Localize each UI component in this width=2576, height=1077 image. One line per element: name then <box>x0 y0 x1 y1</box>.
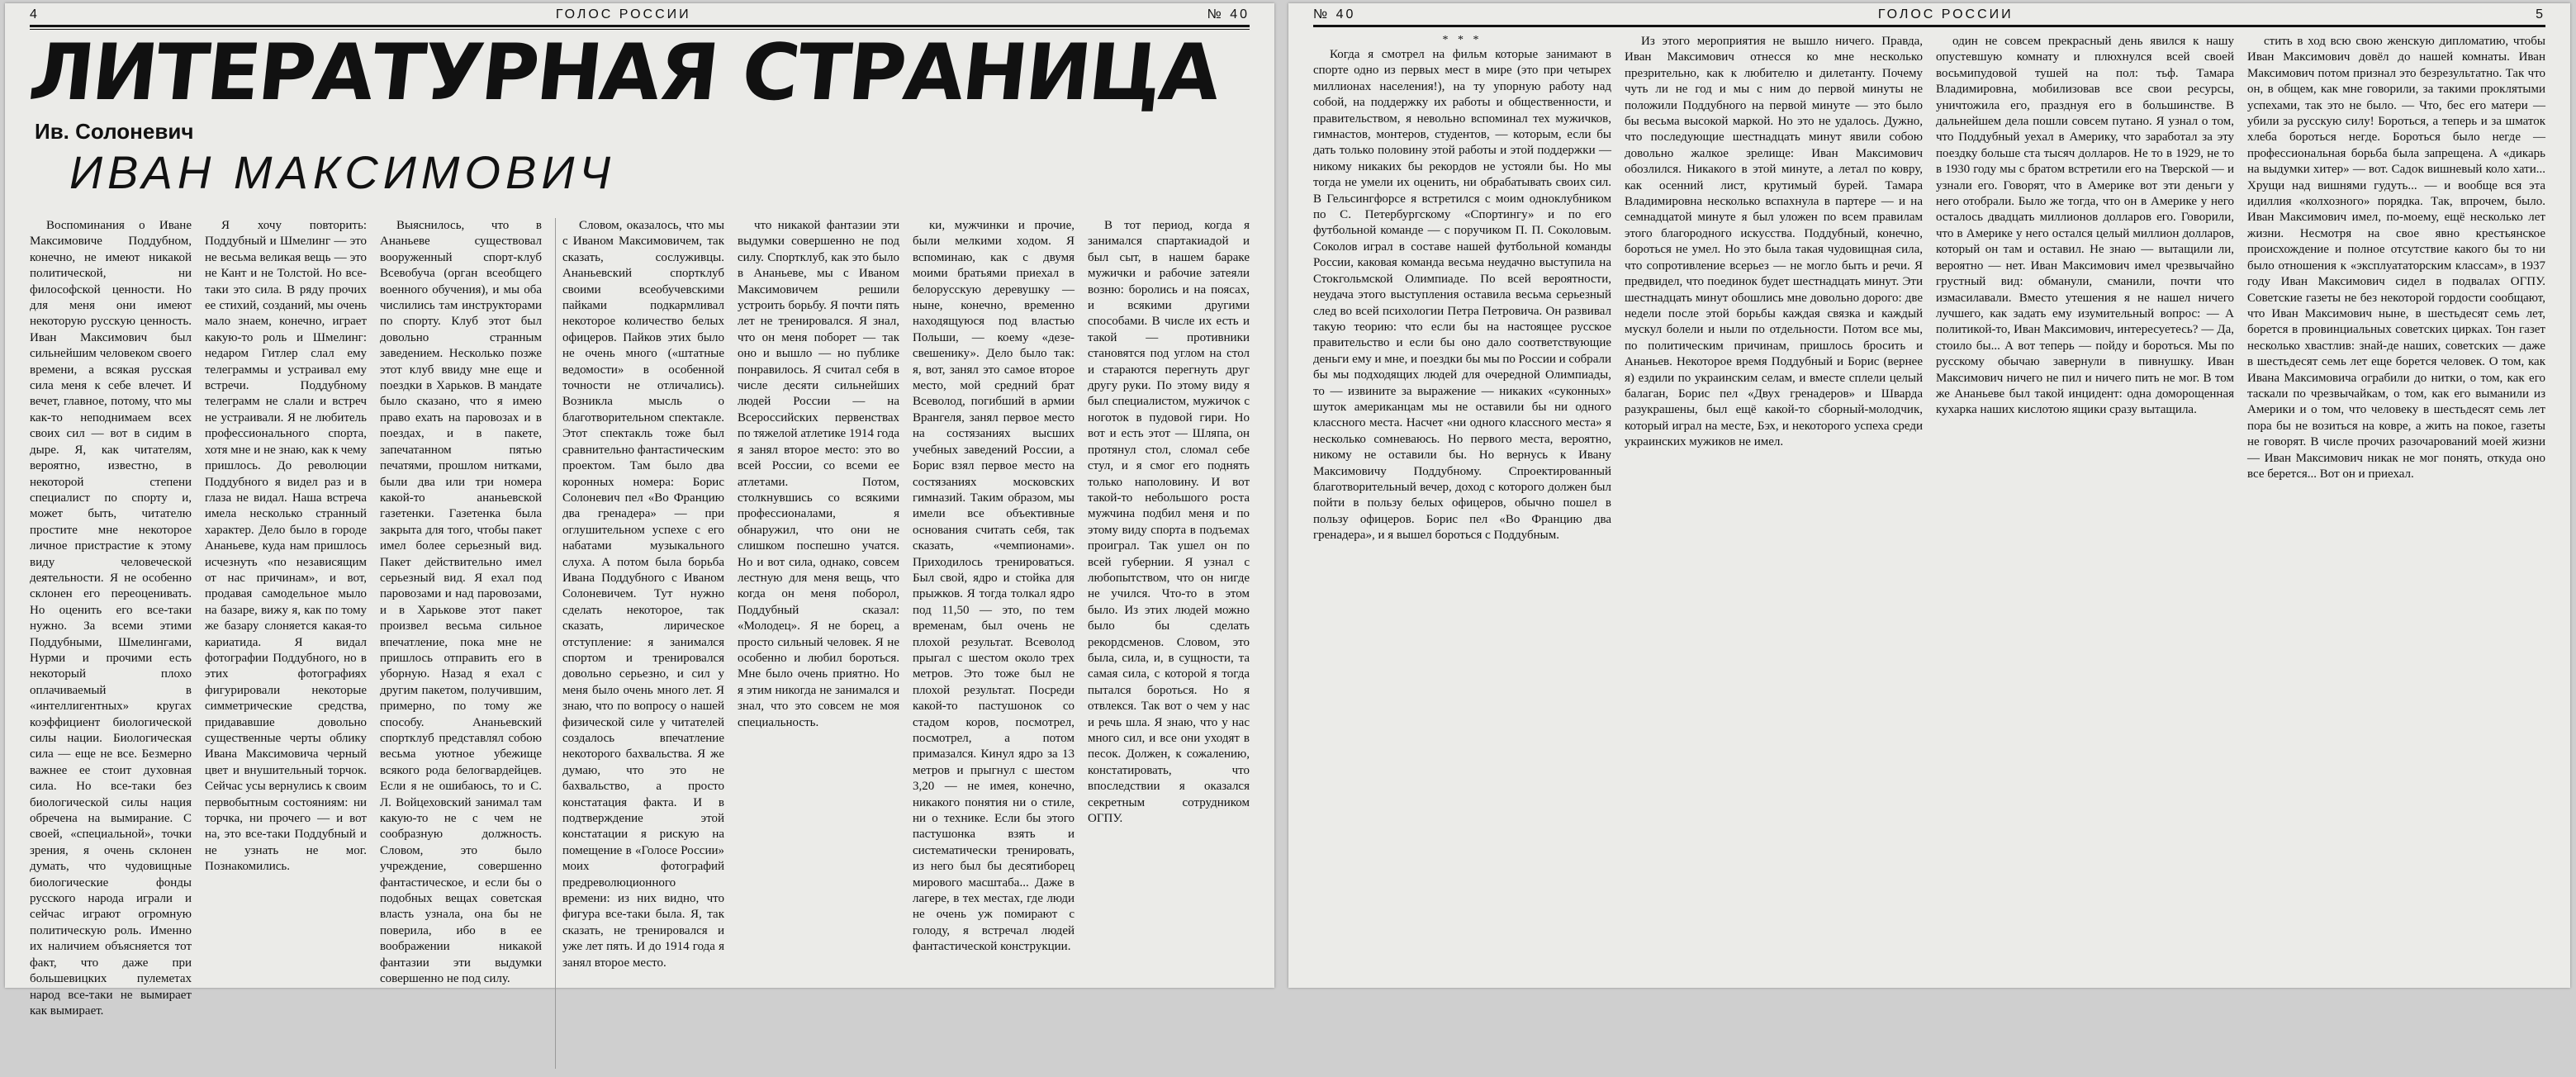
right-newspaper-page <box>1288 3 2570 988</box>
left-column-7: В тот период, когда я занимался спартакиадой и был сыт, в нашем бараке мужички и рабочие затеяли возню: боролись и на поясах, и всякими другими способами. В числе их есть и такой — противники становятся под углом на стол и стараются перегнуть друг другу руки. По этому виду я был специалистом, мужичок с ноготок в пудовой гири. Но вот и есть этот — Шляпа, он протянул стол, сломал себе стул, и я смог его поднять только наполовину. И вот такой-то небольшого роста мужчина подбил меня и по этому виду спорта в подъемах проиграл. Так ушел он по всей губернии. Я узнал с любопытством, что он нигде не учился. Что-то в этом было. Из этих людей можно было бы сделать рекордсменов. Словом, это была, сила, и, в сущности, та самая сила, с которой я тогда пытался бороться. Но я отвлекся. Так вот о чем у нас и речь шла. Я знаю, что у нас много сил, и все они уходят в песок. Должен, к сожалению, констатировать, что впоследствии я оказался секретным сотрудником ОГПУ. <box>1088 219 1250 826</box>
left-column-4: Словом, оказалось, что мы с Иваном Максимовичем, так сказать, сослуживцы. Ананьевский спортклуб своими всеобучевскими пайками подкармливал некоторое количество белых офицеров. Пайков этих было не очень много («штатные ведомости» в особенной точности не отличались). Возникла мысль о благотворительном спектакле. Этот спектакль тоже был сравнительно фантастическим проектом. Там было два коронных номера: Борис Солоневич пел «Во Францию два гренадера» — при оглушительном успехе с его набатами музыкального слуха. А потом была борьба Ивана Поддубного с Иваном Солоневичем. Тут нужно сделать некоторое, так сказать, лирическое отступление: я занимался спортом и тренировался довольно серьезно, и сил у меня было очень много лет. Я знаю, что по вопросу о нашей физической силе у читателей создалось впечатление некоторого бахвальства. Я же думаю, что это не бахвальство, а просто констатация факта. И в подтверждение этой констатации я рискую на помещение в «Голосе России» моих фотографий предреволюционного времени: из них видно, что фигура все-таки была. Я, так сказать, не тренировался и уже лет пять. И до 1914 года я занял второе место. <box>555 218 724 1069</box>
right-head-rule <box>1313 25 2545 27</box>
right-column-1: * * * Когда я смотрел на фильм которые занимают в спорте одно из первых мест в мире (это при четырех миллионах населения!), на ту упорную работу над собой, на поддержку их работы и общественности, и правительством, я невольно вспоминал тех мужичков, гимнастов, монтеров, студентов, — которым, если бы дать только половину этой работы и этой поддержки — никому никаких бы рекордов не устояли бы. Но мы тогда не умели их оценить, ни обрабатывать своих сил. В Гельсингфорсе я встретился с моим одноклубником по С. Петербургскому «Спортингу» и по его футбольной команде — с поручиком П. П. Соколовым. Соколов играл в составе нашей футбольной команды России, каковая команда весьма неудачно выступила на Стокгольмской Олимпиаде. По всей вероятности, неудача этого выступления оставила весьма серьезный след во всей психологии Петра Петровича. Он развивал такую теорию: что если бы на настоящее русское правительство и если бы оно дало соответствующие деньги ему и мне, и поездки бы мы по России и собрали бы мы подходящих людей для очередной Олимпиады, то — извините за выражение — никаких «суконных» шуток американцам мы не оставили бы ни одного классного места. Насчет «ни одного классного места» я несколько сомневаюсь. Но первого места, вероятно, никому не оставили бы. Но вернусь к Ивану Максимовичу Поддубному. Спроектированный благотворительный вечер, доход с которого должен был пойти в пользу белых офицеров, обычно пошел в пользу офицеров. Борис пел «Во Францию два гренадера», и я вышел бороться с Поддубным. <box>1313 34 1612 543</box>
left-article-body <box>30 218 1250 1077</box>
left-column-3: Выяснилось, что в Ананьеве существовал вооруженный спорт-клуб Всевобуча (орган всеобщего военного обучения), и мы оба числились там инструкторами по спорту. Клуб этот был довольно странным заведением. Несколько позже этот клуб ввиду мне еще и поездки в Харьков. В мандате было сказано, что я имею право ехать на паровозах и в поездах, и в пакете, запечатанном пятью печатями, прошлом нитками, были два или три номера какой-то ананьевской газетенки. Газетенка была закрыта для того, чтобы пакет имел более серьезный вид. Пакет действительно имел серьезный вид. Я ехал под паровозами и над паровозами, и в Харькове этот пакет произвел весьма сильное впечатление, пока мне не пришлось отправить его в уборную. Назад я ехал с другим пакетом, получившим, примерно, по тому же способу. Ананьевский спортклуб представлял собою весьма уютное убежище всякого рода белогвардейцев. Если я не ошибаюсь, то и С. Л. Войцеховский занимал там какую-то не с чем не сообразную должность. Словом, это было учреждение, совершенно фантастическое, и если бы о подобных вещах советская власть узнала, она бы не поверила, ибо в ее воображении никакой фантазии эти выдумки совершенно не под силу. <box>380 219 542 986</box>
right-running-head <box>1313 5 2545 25</box>
left-column-6: ки, мужчинки и прочие, были мелкими ходом. Я вспоминаю, как с двумя моими братьями приехал в белорусскую деревушку — ныне, конечно, временно находящуюся под властью Польши, — коему «дезе-свешенику». Дело было так: я, вот, занял это самое второе место, мой средний брат Всеволод, погибший в армии Врангеля, занял первое место на состязаниях высших учебных заведений России, а Борис взял первое место на состязаниях московских гимназий. Таким образом, мы имели все объективные основания считать себя, так сказать, «чемпионами». Приходилось тренироваться. Был свой, ядро и стойка для прыжков. Я тогда толкал ядро под 11,50 — это, по тем временам, был очень не плохой результат. Всеволод прыгал с шестом около трех метров. Это тоже был не плохой результат. Посреди какой-то пастушонок со стадом коров, посмотрел, посмотрел, а потом примазался. Кинул ядро за 13 метров и прыгнул с шестом 3,20 — не имея, конечно, никакого понятия ни о стиле, ни о технике. Если бы этого пастушонка взять и систематически тренировать, из него был бы десятиборец мирового масштаба... Даже в лагере, в тех местах, где люди не очень уж помирают с голоду, я встречал людей фантастической конструкции. <box>913 219 1075 954</box>
left-head-rule <box>30 25 1250 27</box>
left-column-1: Воспоминания о Иване Максимовиче Поддубном, конечно, не имеют никакой политической, ни философской ценности. Но для меня они имеют некоторую русскую ценность. Иван Максимович был сильнейшим человеком своего времени, а всякая русская сила меня к себе влечет. И вечет, главное, потому, что мы как-то неподнимаем всех своих сил — вот в сидим в дыре. Я, как читателям, вероятно, известно, в некоторой степени специалист по спорту и, может быть, читателю простите мне некоторое личное пристрастие к этому виду человеческой деятельности. Я не особенно склонен его переоценивать. Но оценить его все-таки нужно. За всеми этими Поддубными, Шмелингами, Нурми и прочими есть некоторый плохо оплачиваемый в «интеллигентных» кругах коэффициент биологической силы нации. Биологическая сила — еще не все. Безмерно важнее ее стоит духовная сила. Но все-таки без биологической силы нация обречена на вымирание. С своей, «специальной», точки зрения, я очень склонен думать, что чудовищные биологические фонды русского народа играли и сейчас играют огромную политическую роль. Именно их наличием объясняется тот факт, что даже при большевицких пулеметах народ все-таки не вымирает как вымирает. <box>30 219 192 1018</box>
right-column-2: Из этого мероприятия не вышло ничего. Правда, Иван Максимович отнесся ко мне несколько презрительно, как к любителю и дилетанту. Почему чуть ли не год и мы с ним до первой минуты не положили Поддубного на первой минуте — это было бы весьма высокой маркой. Но это не удалось. Дужно, что последующие шестнадцать минут явили собою довольно жалкое зрелище: Иван Максимович обозлился. Никакого в этой минуте, а летал по ковру, как осенний лист, крутимый бурей. Тамара Владимировна несколько вспахнула в партере — и на семнадцатой минуте я был уложен по всем правилам этого благородного искусства. Поддубный, конечно, бороться не умел. Но это была такая чудовищная сила, что сопротивление всерьез — не могло быть и речи. Я предвидел, что поединок будет шестнадцать минут. Эти шестнадцать минут обошлись мне довольно дорого: две недели после этой борьбы каждая связка и каждый мускул болели и ныли по отдельности. Потом все мы, по политическим причинам, пришлось бросить и Ананьев. Некоторое время Поддубный и Борис (вернее я) ездили по украинским селам, и вместе сплели целый балаган, Борис пел «Двух гренадеров» и Шварда разукрашены, был ещё какой-то сборный-молодчик, который играл на месте, Бэх, и некоторого успеха среди украинских мужиков не имел. <box>1625 35 1923 449</box>
left-running-head <box>30 5 1250 25</box>
right-running-title: ГОЛОС РОССИИ <box>1877 7 2014 21</box>
article-heading <box>30 119 624 218</box>
right-page-number: 5 <box>2536 7 2545 21</box>
left-issue-number: № 40 <box>1207 7 1250 21</box>
left-newspaper-page <box>5 3 1274 1018</box>
left-running-title: ГОЛОС РОССИИ <box>555 7 691 21</box>
article-author: Ив. Солоневич <box>35 119 194 144</box>
left-column-5: что никакой фантазии эти выдумки совершенно не под силу. Спортклуб, как это было в Ананьеве, мы с Иваном Максимовичем решили устроить борьбу. Я почти пять лет не тренировался. Я знал, что он меня поборет — так оно и вышло — но публике понравилось. Я считал себя в числе десяти сильнейших людей России — на Всероссийских первенствах по тяжелой атлетике 1914 года я занял второе место: это во всей России, со всеми ее атлетами. Потом, столкнувшись со всякими профессионалами, я обнаружил, что они не слишком поспешно учатся. Но и вот сила, однако, совсем лестную для меня вещь, что когда он меня поборол, Поддубный сказал: «Молодец». Я не борец, а просто сильный человек. Я не особенно и любил бороться. Мне было очень приятно. Но я этим никогда не занимался и знал, что это совсем не моя специальность. <box>738 219 899 729</box>
right-column-4: стить в ход всю свою женскую дипломатию, чтобы Иван Максимович довёл до нашей комнаты. Иван Максимович потом признал это безрезультатно. Так что он, в общем, как мне говорили, за такими проклятыми успехами, так это не было. — Что, бес его матери — убили за русскую силу! Бороться, а теперь и за шматок хлеба бороться негде. Бороться было негде — профессиональная борьба была запрещена. А «дикарь на выдумки хитер» — вот. Садок вишневый коло хати... Хрущи над вишнями гудуть... — и вообще вся эта идиллия «колхозного» порядка. Так, впрочем, было. Иван Максимович имел, по-моему, ещё несколько лет жизни. Несмотря на свое явно крестьянское происхождение и полное отсутствие какого бы то ни было отношения к «эксплуататорским классам», в 1937 году Иван Максимович сидел в подвалах ОГПУ. Советские газеты не без некоторой гордости сообщают, что Иван Максимович ныне, в шестьдесят семь лет, борется в провинциальных советских цирках. Тон газет несколько хвастлив: знай-де наших, советских — даже в шестьдесят семь лет еще борется человек. О том, как Ивана Максимовича ограбили до нитки, о том, как его таскали по чрезвычайкам, о том, как его выманили из Америки и о том, что человеку в шестьдесят семь лет пора бы не возиться на ковре, а жить на покое, газеты не говорят. В числе прочих разочарований моей жизни — Иван Максимович никак не мог понять, откуда оно все берется... Вот он и приехал. <box>2247 35 2545 481</box>
right-issue-number: № 40 <box>1313 7 1356 21</box>
left-column-2: Я хочу повторить: Поддубный и Шмелинг — это не весьма великая вещь — это не Кант и не Толстой. Но все-таки это сила. В ряду прочих ее стихий, созданий, мы очень мало знаем, конечно, играет какую-то роль и Шмелинг: недаром Гитлер слал ему телеграммы и устраивал ему встречи. Поддубному телеграмм не слали и встреч не устраивали. Я не любитель профессионального спорта, хотя мне и не знаю, как к чему пришлось. До революции Поддубного я видел раз и в глаза не видал. Наша встреча имела несколько странный характер. Дело было в городе Ананьеве, куда нам пришлось исчезнуть «по независящим от нас причинам», и вот, продавая самодельное мыло на базаре, вижу я, как по тому же базару слоняется какая-то кариатида. Я видал фотографии Поддубного, но в этих фотографиях фигурировали некоторые симметрические средства, придававшие довольно существенные черты облику Ивана Максимовича черный цвет и внушительный торчок. Сейчас усы вернулись к своим первобытным состояниям: ни торчка, ни прочего — и вот на, это все-таки Поддубный и не узнать не мог. Познакомились. <box>205 219 367 874</box>
left-page-number: 4 <box>30 7 40 21</box>
right-columns <box>1313 34 2545 984</box>
section-masthead: ЛИТЕРАТУРНАЯ СТРАНИЦА <box>25 28 1223 118</box>
article-title: ИВАН МАКСИМОВИЧ <box>69 146 616 198</box>
left-columns <box>30 218 1250 1069</box>
right-column-3: один не совсем прекрасный день явился к нашу опустевшую комнату и плюхнулся всей своей восьмипудовой тушей на пол: тьф. Тамара Владимировна, мобилизовав все свои ресурсы, уничтожила его, празднуя его в большинстве. В дальнейшем дела пошли совсем путано. Я узнал о том, что Поддубный уехал в Америку, что заработал за эту поездку больше ста тысяч долларов. Не то в 1929, не то в 1930 году мы с братом встретили его на Тверской — и узнали его. Говорят, что в Америке вот эти деньги у него отобрали. Было же тогда, что он в Америке у него осталось двадцать миллионов долларов его. Говорили, что в Америке у него остался целый миллион долларов, который он там и оставил. Не знаю — вытащили ли, вероятно — нет. Иван Максимович имел чрезвычайно грустный вид: обманули, сманили, почти что измасилавали. Вместо утешения я не нашел ничего лучшего, как задать ему изумительный вопрос: — А политикой-то, Иван Максимович, интересуетесь? — Да, стоило бы... А вот теперь — пойду и бороться. Мы по русскому обычаю завернули в пивнушку. Иван Максимович ничего не пил и ничего пить не мог. В том же Ананьеве был такой инцидент: одна доморощенная кухарка наших кислотою ящики сразу вытащила. <box>1936 35 2234 417</box>
section-break-stars: * * * <box>1442 34 1483 46</box>
